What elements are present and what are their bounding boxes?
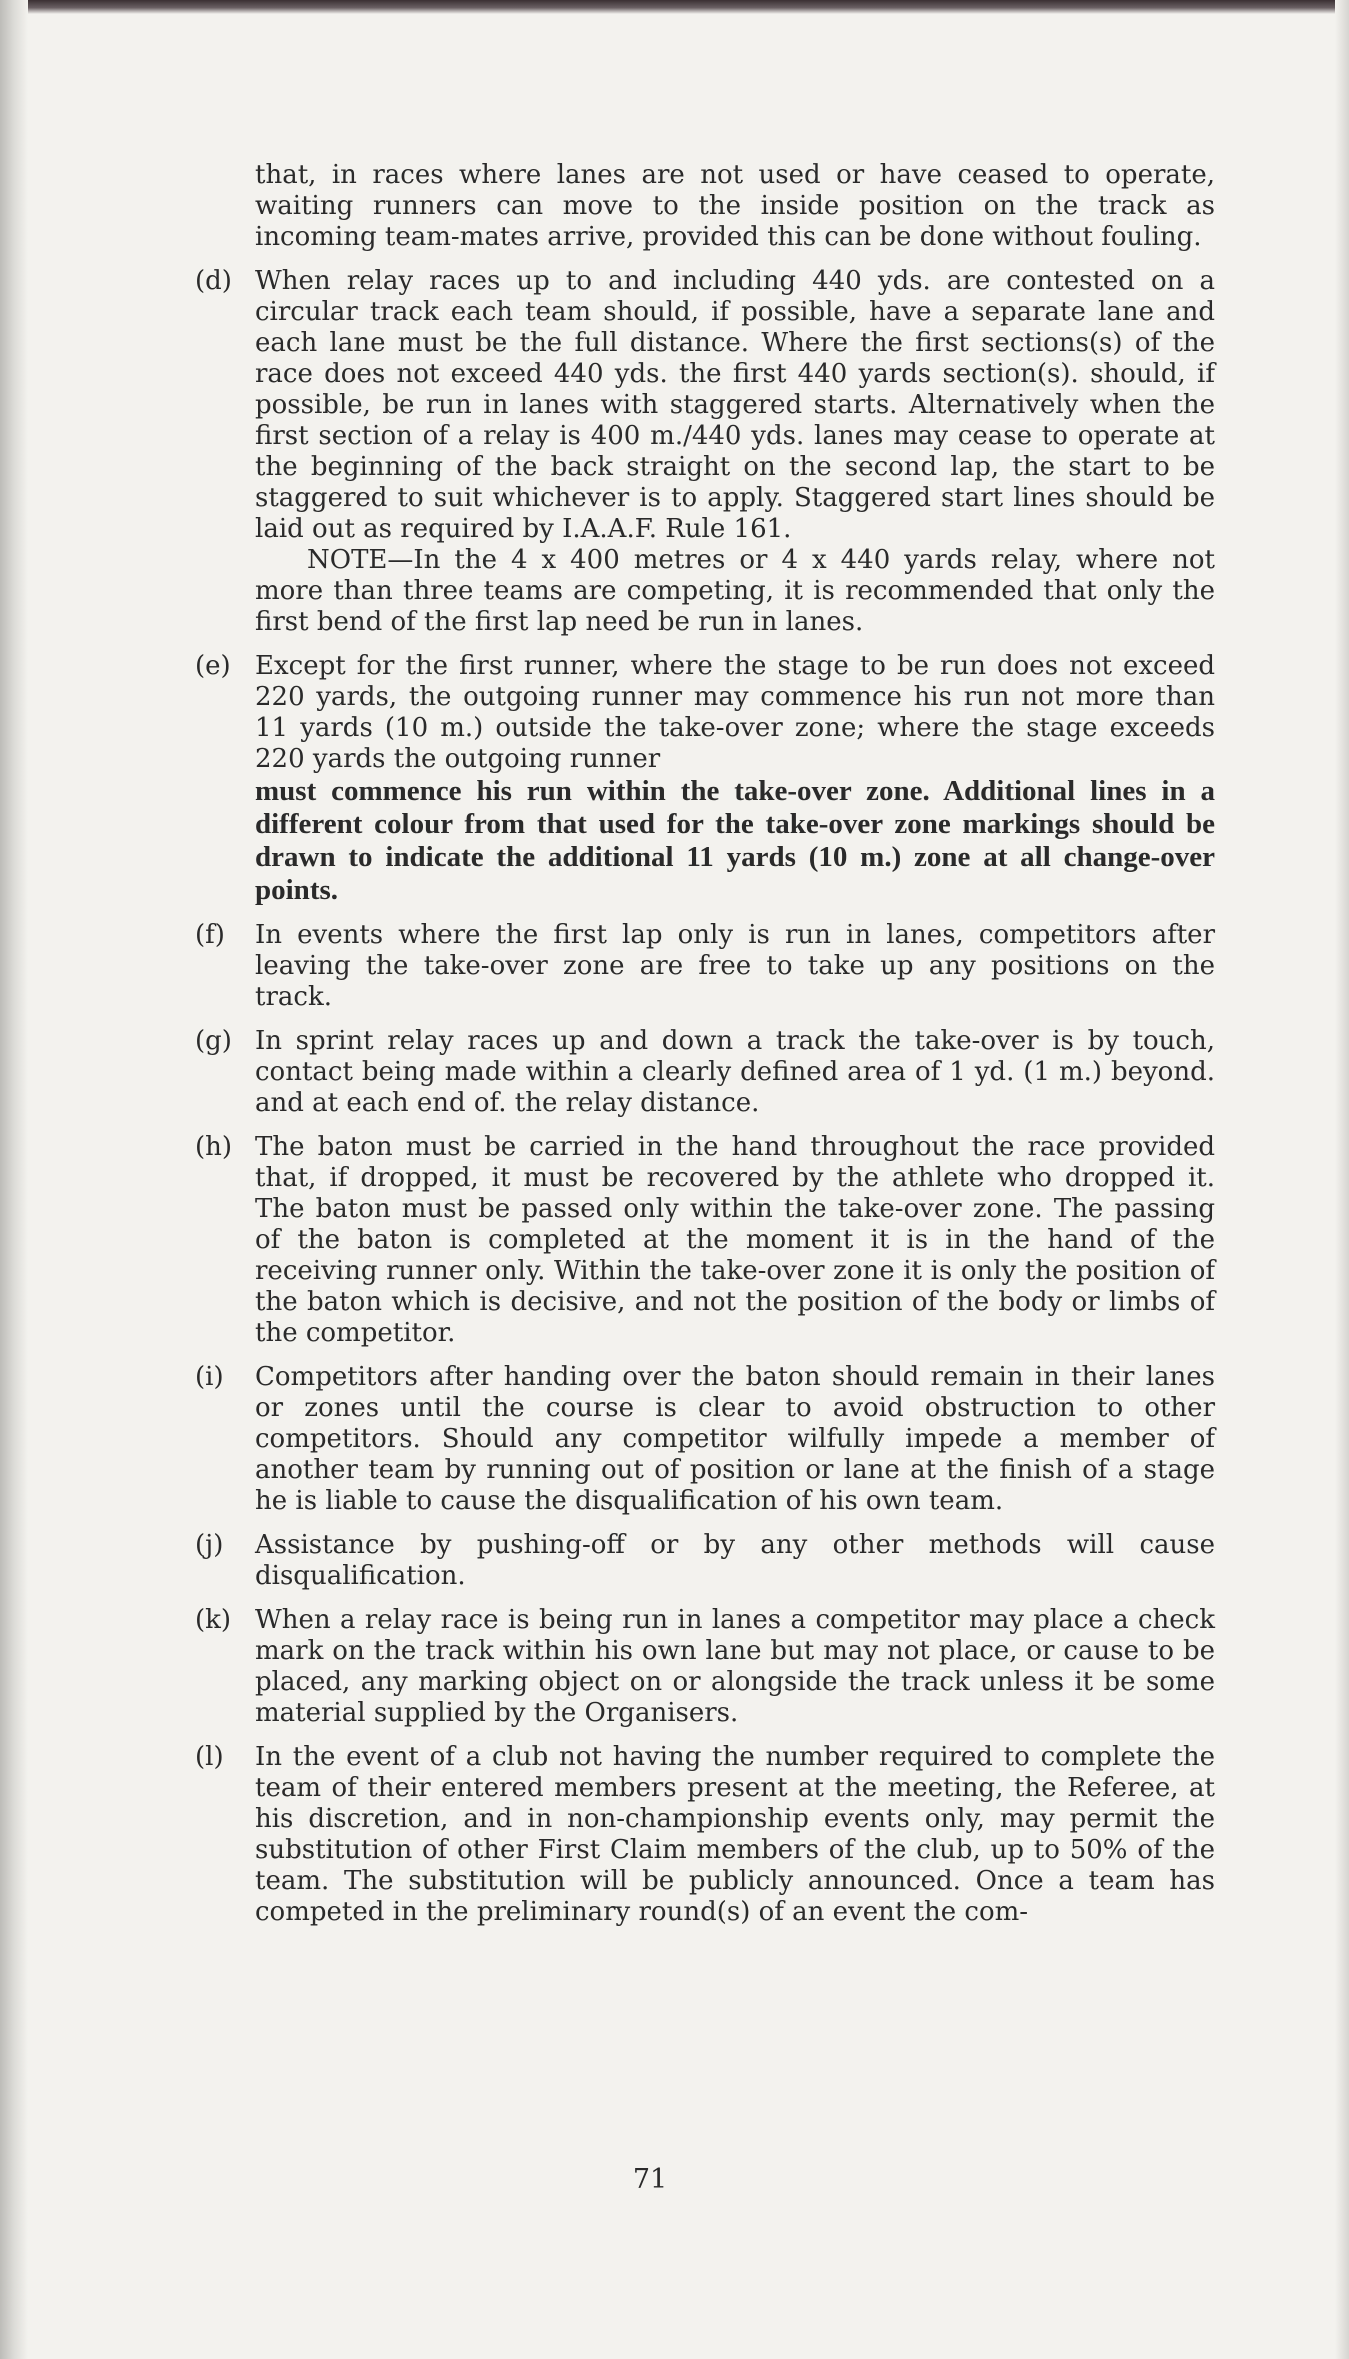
item-text: Competitors after handing over the baton should remain in their lanes or zones until the course is clear to avoid obstruction to other competitors. Should any competitor wilfully impede a member of another team by running out of position or lane at the finish of a stage he is liable to cause the disqualification of his own team. bbox=[255, 1362, 1215, 1516]
item-label: (i) bbox=[195, 1362, 224, 1392]
page-content bbox=[195, 160, 1215, 1928]
item-label: (g) bbox=[195, 1026, 232, 1056]
item-text: In events where the first lap only is run in lanes, competitors after leaving the take-over zone are free to take up any positions on the track. bbox=[255, 920, 1215, 1012]
rule-item-k bbox=[195, 1605, 1215, 1729]
item-label: (d) bbox=[195, 266, 232, 296]
item-label: (e) bbox=[195, 651, 231, 681]
item-label: (k) bbox=[195, 1605, 232, 1635]
item-text: Assistance by pushing-off or by any other methods will cause disqualification. bbox=[255, 1530, 1215, 1591]
item-body bbox=[255, 651, 1215, 907]
rule-item-j bbox=[195, 1530, 1215, 1592]
rule-item-l bbox=[195, 1742, 1215, 1928]
item-label: (j) bbox=[195, 1530, 224, 1560]
rule-item-e bbox=[195, 651, 1215, 907]
scan-right-edge bbox=[1335, 0, 1349, 2359]
rule-item-h bbox=[195, 1132, 1215, 1349]
item-label: (h) bbox=[195, 1132, 233, 1162]
item-text: When relay races up to and including 440 yds. are contested on a circular track each team should, if possible, have a separate lane and each lane must be the full distance. Where the first sections(s) of the race does not exceed 440 yds. the first 440 yards section(s). should, if possible, be run in lanes with staggered starts. Alternatively when the first section of a relay is 400 m./440 yds. lanes may cease to operate at the beginning of the back straight on the second lap, the start to be staggered to suit whichever is to apply. Staggered start lines should be laid out as required by I.A.A.F. Rule 161. bbox=[255, 266, 1215, 544]
item-text: In sprint relay races up and down a track the take-over is by touch, contact being made within a clearly defined area of 1 yd. (1 m.) beyond. and at each end of. the relay distance. bbox=[255, 1026, 1215, 1118]
scan-left-edge bbox=[0, 0, 28, 2359]
item-text: When a relay race is being run in lanes a competitor may place a check mark on the track within his own lane but may not place, or cause to be placed, any marking object on or alongside the track unless it be some material supplied by the Organisers. bbox=[255, 1605, 1215, 1728]
item-note: NOTE—In the 4 x 400 metres or 4 x 440 yards relay, where not more than three teams are competing, it is recommended that only the first bend of the first lap need be run in lanes. bbox=[255, 545, 1215, 637]
item-text: The baton must be carried in the hand throughout the race provided that, if dropped, it must be recovered by the athlete who dropped it. The baton must be passed only within the take-over zone. The passing of the baton is completed at the moment it is in the hand of the receiving runner only. Within the take-over zone it is only the position of the baton which is decisive, and not the position of the body or limbs of the competitor. bbox=[255, 1132, 1215, 1348]
item-label: (l) bbox=[195, 1742, 224, 1772]
rule-item-g bbox=[195, 1026, 1215, 1119]
rule-item-i bbox=[195, 1362, 1215, 1517]
item-label: (f) bbox=[195, 920, 225, 950]
rule-item-d bbox=[195, 266, 1215, 638]
item-bold-text: must commence his run within the take-over zone. Additional lines in a different colour from that used for the take-over zone markings should be drawn to indicate the additional 11 yards (10 m.) zone at all change-over points. bbox=[255, 775, 1215, 906]
item-text: Except for the first runner, where the stage to be run does not exceed 220 yards, the outgoing runner may commence his run not more than 11 yards (10 m.) outside the take-over zone; where the stage exceeds 220 yards the outgoing runner bbox=[255, 651, 1215, 774]
item-text: In the event of a club not having the number required to complete the team of their entered members present at the meeting, the Referee, at his discretion, and in non-championship events only, may permit the substitution of other First Claim members of the club, up to 50% of the team. The substitution will be publicly announced. Once a team has competed in the preliminary round(s) of an event the com- bbox=[255, 1742, 1215, 1927]
item-body bbox=[255, 266, 1215, 638]
rule-item-f bbox=[195, 920, 1215, 1013]
lead-paragraph: that, in races where lanes are not used or have ceased to operate, waiting runners can move to the inside position on the track as incoming team-mates arrive, provided this can be done without fouling. bbox=[255, 160, 1215, 252]
page-number: 71 bbox=[632, 2164, 668, 2195]
scan-top-edge bbox=[0, 0, 1349, 14]
